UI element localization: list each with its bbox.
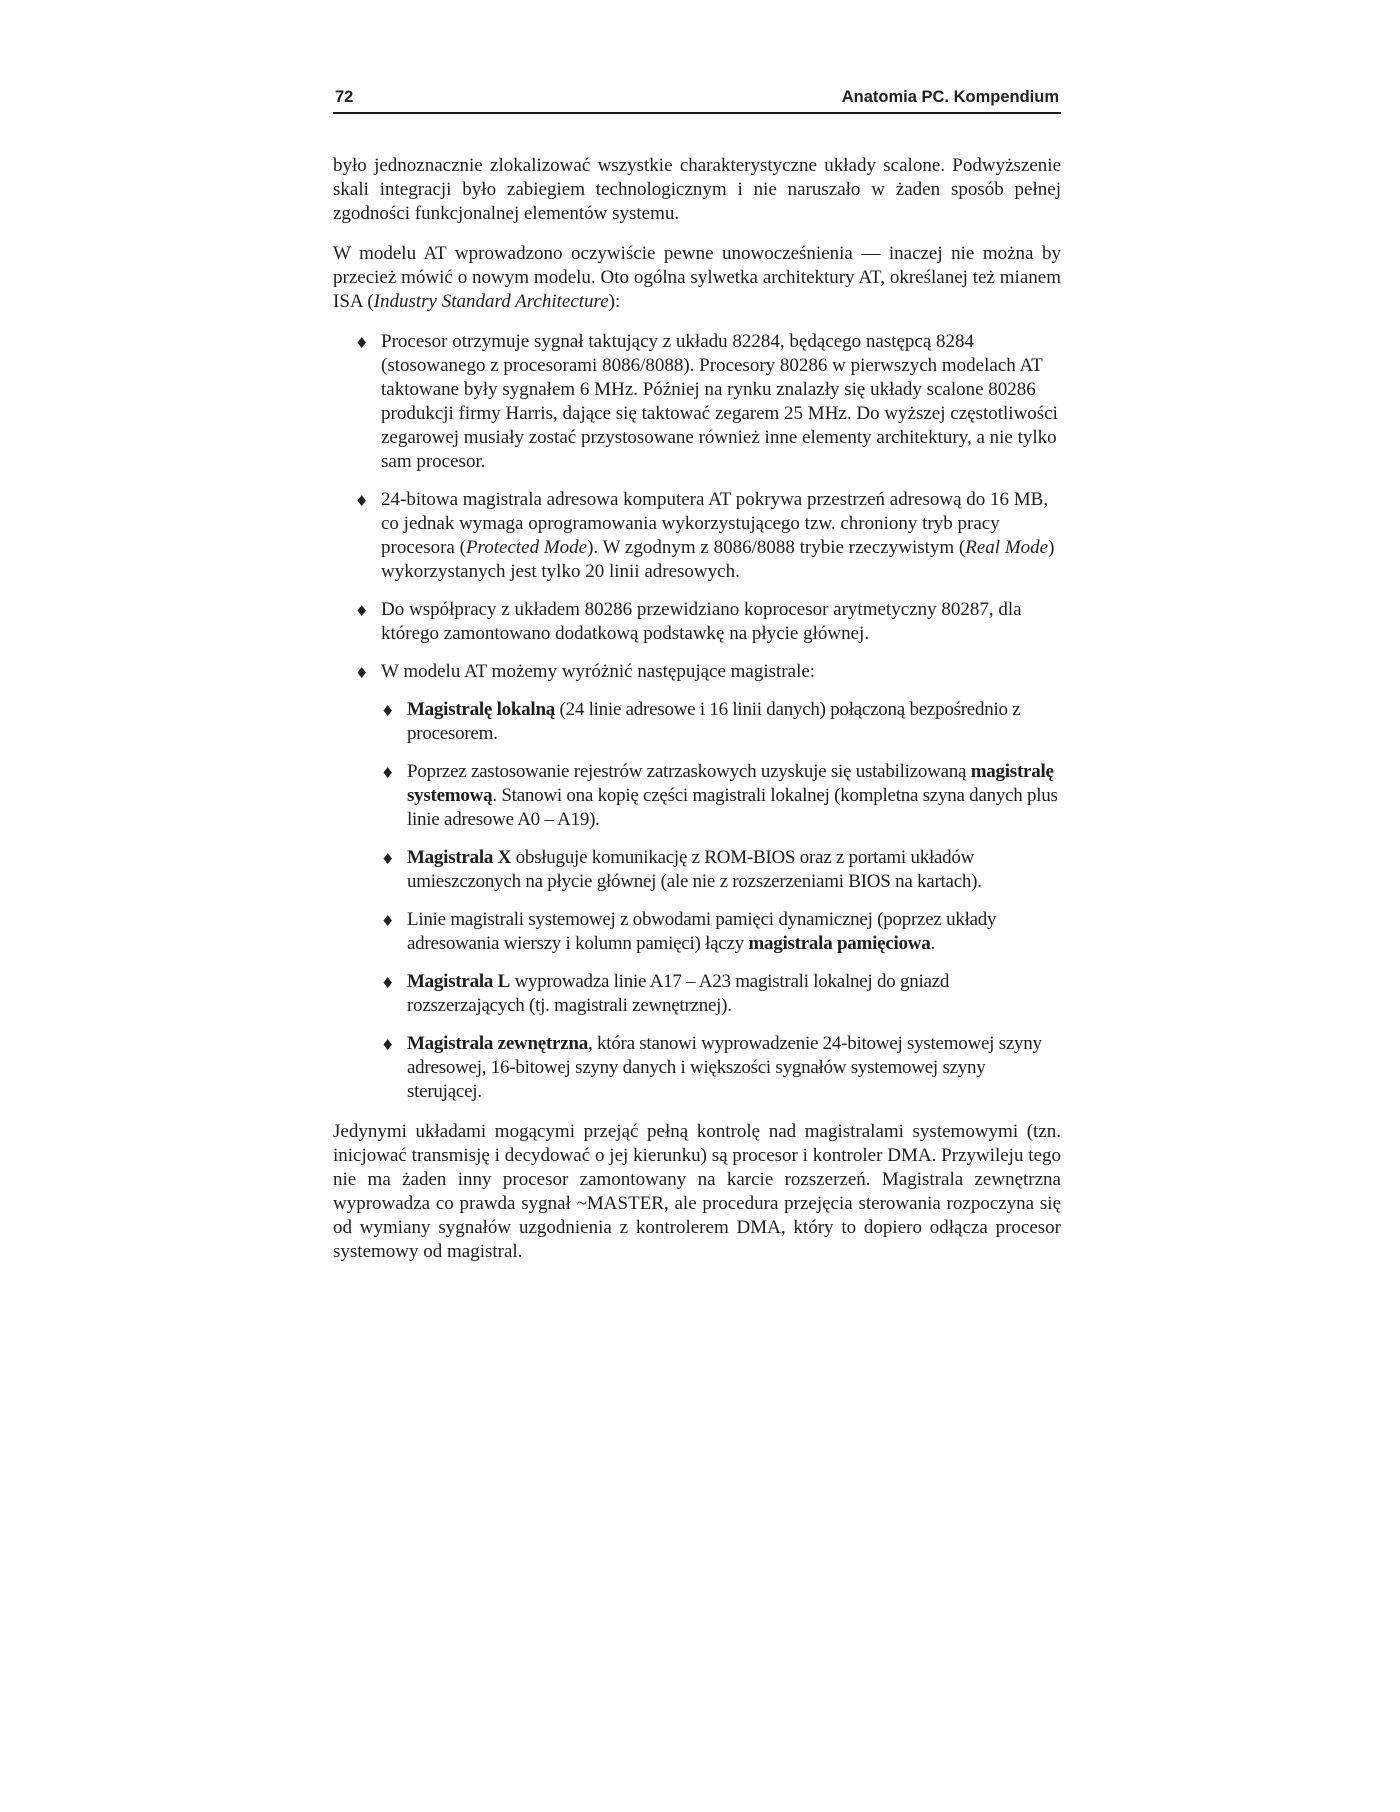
sub-bullet-list bbox=[381, 698, 1061, 1104]
bold-term: Magistrala L bbox=[407, 971, 511, 992]
sub-list-item bbox=[333, 846, 1061, 894]
sub-list-item-text-part: . bbox=[930, 933, 935, 954]
diamond-bullet-icon: ♦ bbox=[355, 602, 369, 620]
book-page bbox=[333, 88, 1061, 1280]
list-item-text-part: ) wykorzystanych jest tylko 20 linii adresowych. bbox=[381, 537, 1055, 582]
bold-term: Magistrala X bbox=[407, 847, 512, 868]
sub-list-item bbox=[333, 1032, 1061, 1104]
paragraph-1: było jednoznacznie zlokalizować wszystkie charakterystyczne układy scalone. Podwyższenie skali integracji było zabiegiem technologicznym i nie naruszało w żaden sposób pełnej zgodności funkcjonalnej elementów systemu. bbox=[333, 155, 1061, 224]
diamond-bullet-icon: ♦ bbox=[381, 764, 395, 782]
list-item-text: Do współpracy z układem 80286 przewidziano koprocesor arytmetyczny 80287, dla którego zamontowano dodatkową podstawkę na płycie głównej. bbox=[381, 599, 1022, 644]
bullet-list bbox=[333, 330, 1061, 1104]
sub-list-item bbox=[333, 760, 1061, 832]
sub-list-item-text bbox=[407, 699, 1020, 744]
diamond-bullet-icon: ♦ bbox=[355, 492, 369, 510]
sub-list-item-text-part: . Stanowi ona kopię części magistrali lokalnej (kompletna szyna danych plus linie adresowe A0 – A19). bbox=[407, 785, 1058, 830]
diamond-bullet-icon: ♦ bbox=[355, 334, 369, 352]
paragraph-2-text-start: W modelu AT wprowadzono oczywiście pewne unowocześnienia — inaczej nie można by przecież mówić o nowym modelu. Oto ogólna sylwetka architektury AT, określanej też mianem ISA ( bbox=[333, 243, 1061, 312]
paragraph-2 bbox=[333, 242, 1061, 314]
paragraph-2-text-end: ): bbox=[608, 291, 621, 312]
list-item-text-part: ). W zgodnym z 8086/8088 trybie rzeczywistym ( bbox=[587, 537, 966, 558]
page-content bbox=[333, 154, 1061, 1264]
list-item-text-part: 24-bitowa magistrala adresowa komputera AT pokrywa przestrzeń adresową do 16 MB, co jednak wymaga oprogramowania wykorzystującego tzw. chroniony tryb pracy procesora ( bbox=[381, 489, 1049, 558]
book-title: Anatomia PC. Kompendium bbox=[841, 88, 1059, 106]
italic-term: Protected Mode bbox=[465, 537, 588, 558]
sub-list-item-text bbox=[407, 1033, 1042, 1102]
bold-term: magistralę systemową bbox=[407, 761, 1054, 806]
paragraph-2-italic-term: Industry Standard Architecture bbox=[373, 291, 609, 312]
sub-list-item-text bbox=[407, 909, 996, 954]
bold-term: Magistrala zewnętrzna bbox=[407, 1033, 588, 1054]
list-item-text bbox=[381, 489, 1054, 582]
sub-list-item-text bbox=[407, 971, 949, 1016]
diamond-bullet-icon: ♦ bbox=[381, 850, 395, 868]
sub-list-item-text-part: wyprowadza linie A17 – A23 magistrali lokalnej do gniazd rozszerzających (tj. magistrali zewnętrznej). bbox=[407, 971, 950, 1016]
diamond-bullet-icon: ♦ bbox=[355, 664, 369, 682]
italic-term: Real Mode bbox=[965, 537, 1049, 558]
diamond-bullet-icon: ♦ bbox=[381, 1036, 395, 1054]
sub-list-item-text-part: Poprzez zastosowanie rejestrów zatrzaskowych uzyskuje się ustabilizowaną bbox=[407, 761, 971, 782]
list-item bbox=[333, 660, 1061, 1104]
list-item bbox=[333, 598, 1061, 646]
sub-list-item bbox=[333, 698, 1061, 746]
bold-term: magistrala pamięciowa bbox=[748, 933, 931, 954]
list-item bbox=[333, 330, 1061, 474]
list-item-text: Procesor otrzymuje sygnał taktujący z układu 82284, będącego następcą 8284 (stosowanego z procesorami 8086/8088). Procesory 80286 w pierwszych modelach AT taktowane były sygnałem 6 MHz. Później na rynku znalazły się układy scalone 80286 produkcji firmy Harris, dające się taktować zegarem 25 MHz. Do wyższej częstotliwości zegarowej musiały zostać przystosowane również inne elementy architektury, a nie tylko sam procesor. bbox=[381, 331, 1058, 472]
sub-list-item-text-part: Linie magistrali systemowej z obwodami pamięci dynamicznej (poprzez układy adresowania wierszy i kolumn pamięci) łączy bbox=[407, 909, 997, 954]
page-number: 72 bbox=[335, 88, 354, 106]
sub-list-item bbox=[333, 908, 1061, 956]
paragraph-3: Jedynymi układami mogącymi przejąć pełną kontrolę nad magistralami systemowymi (tzn. inicjować transmisję i decydować o jej kierunku) są procesor i kontroler DMA. Przywileju tego nie ma żaden inny procesor zamontowany na karcie rozszerzeń. Magistrala zewnętrzna wyprowadza co prawda sygnał ~MASTER, ale procedura przejęcia sterowania rozpoczyna się od wymiany sygnałów uzgodnienia z kontrolerem DMA, który to dopiero odłącza procesor systemowy od magistral. bbox=[333, 1121, 1061, 1262]
running-header bbox=[333, 88, 1061, 114]
list-item bbox=[333, 488, 1061, 584]
sub-list-item-text-part: (24 linie adresowe i 16 linii danych) połączoną bezpośrednio z procesorem. bbox=[407, 699, 1021, 744]
sub-list-item-text bbox=[407, 761, 1058, 830]
sub-list-item-text bbox=[407, 847, 982, 892]
list-item-text: W modelu AT możemy wyróżnić następujące magistrale: bbox=[381, 661, 816, 682]
diamond-bullet-icon: ♦ bbox=[381, 974, 395, 992]
bold-term: Magistralę lokalną bbox=[407, 699, 556, 720]
sub-list-item bbox=[333, 970, 1061, 1018]
diamond-bullet-icon: ♦ bbox=[381, 912, 395, 930]
diamond-bullet-icon: ♦ bbox=[381, 702, 395, 720]
sub-list-item-text-part: obsługuje komunikację z ROM-BIOS oraz z portami układów umieszczonych na płycie głównej (ale nie z rozszerzeniami BIOS na kartach). bbox=[407, 847, 982, 892]
sub-list-item-text-part: , która stanowi wyprowadzenie 24-bitowej systemowej szyny adresowej, 16-bitowej szyny danych i większości sygnałów systemowej szyny sterującej. bbox=[407, 1033, 1042, 1102]
